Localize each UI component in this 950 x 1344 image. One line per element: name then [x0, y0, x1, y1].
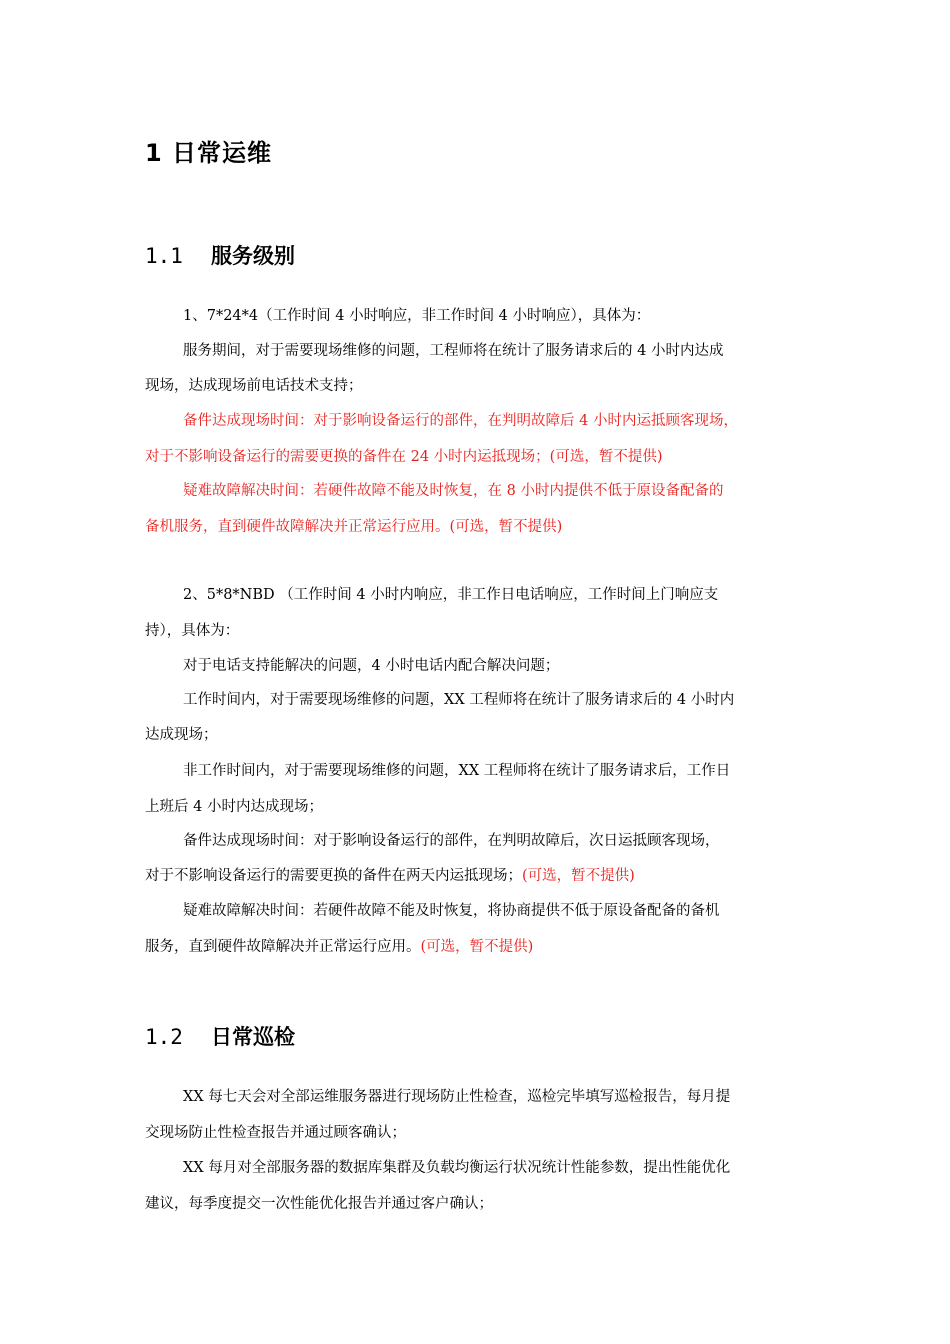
paragraph-line: 上班后 4 小时内达成现场；: [145, 799, 323, 815]
paragraph-line: [145, 937, 533, 957]
subsection-title: 日常巡检: [211, 1025, 295, 1049]
paragraph-line: 建议，每季度提交一次性能优化报告并通过客户确认；: [145, 1196, 493, 1212]
paragraph-line: 持），具体为：: [145, 623, 240, 639]
paragraph-line: XX 每七天会对全部运维服务器进行现场防止性检查，巡检完毕填写巡检报告，每月提: [183, 1089, 731, 1105]
paragraph-line: [145, 866, 635, 886]
paragraph-line: 达成现场；: [145, 727, 218, 743]
paragraph-line-optional: 备机服务，直到硬件故障解决并正常运行应用。(可选，暂不提供): [145, 519, 563, 535]
paragraph-line-optional: 疑难故障解决时间：若硬件故障不能及时恢复，在 8 小时内提供不低于原设备配备的: [183, 483, 724, 499]
paragraph-line: XX 每月对全部服务器的数据库集群及负载均衡运行状况统计性能参数，提出性能优化: [183, 1160, 731, 1176]
paragraph-line: 交现场防止性检查报告并通过顾客确认；: [145, 1125, 406, 1141]
optional-note: (可选，暂不提供): [522, 868, 635, 884]
subsection-heading-1-1: [145, 240, 295, 270]
paragraph-text: 对于不影响设备运行的需要更换的备件在两天内运抵现场；: [145, 868, 522, 884]
paragraph-line: 2、5*8*NBD （工作时间 4 小时内响应，非工作日电话响应，工作时间上门响应支: [183, 587, 719, 603]
subsection-number: 1.1: [145, 244, 183, 268]
paragraph-line: 现场，达成现场前电话技术支持；: [145, 378, 363, 394]
paragraph-line: 对于电话支持能解决的问题，4 小时电话内配合解决问题；: [183, 658, 560, 674]
subsection-number: 1.2: [145, 1025, 183, 1049]
paragraph-line-optional: 备件达成现场时间：对于影响设备运行的部件，在判明故障后 4 小时内运抵顾客现场，: [183, 413, 738, 429]
paragraph-line: 疑难故障解决时间：若硬件故障不能及时恢复，将协商提供不低于原设备配备的备机: [183, 903, 720, 919]
paragraph-line: 备件达成现场时间：对于影响设备运行的部件，在判明故障后，次日运抵顾客现场，: [183, 833, 720, 849]
paragraph-line: 工作时间内，对于需要现场维修的问题，XX 工程师将在统计了服务请求后的 4 小时内: [183, 692, 735, 708]
optional-note: (可选，暂不提供): [420, 939, 534, 955]
paragraph-line-optional: 对于不影响设备运行的需要更换的备件在 24 小时内运抵现场；(可选，暂不提供): [145, 449, 663, 465]
paragraph-text: 服务，直到硬件故障解决并正常运行应用。: [145, 939, 421, 955]
subsection-title: 服务级别: [211, 244, 295, 268]
section-title: 1 日常运维: [145, 139, 273, 167]
paragraph-line: 1、7*24*4（工作时间 4 小时响应，非工作时间 4 小时响应），具体为：: [183, 308, 651, 324]
subsection-heading-1-2: [145, 1021, 295, 1051]
paragraph-line: 服务期间，对于需要现场维修的问题，工程师将在统计了服务请求后的 4 小时内达成: [183, 343, 724, 359]
paragraph-line: 非工作时间内，对于需要现场维修的问题，XX 工程师将在统计了服务请求后，工作日: [183, 763, 731, 779]
